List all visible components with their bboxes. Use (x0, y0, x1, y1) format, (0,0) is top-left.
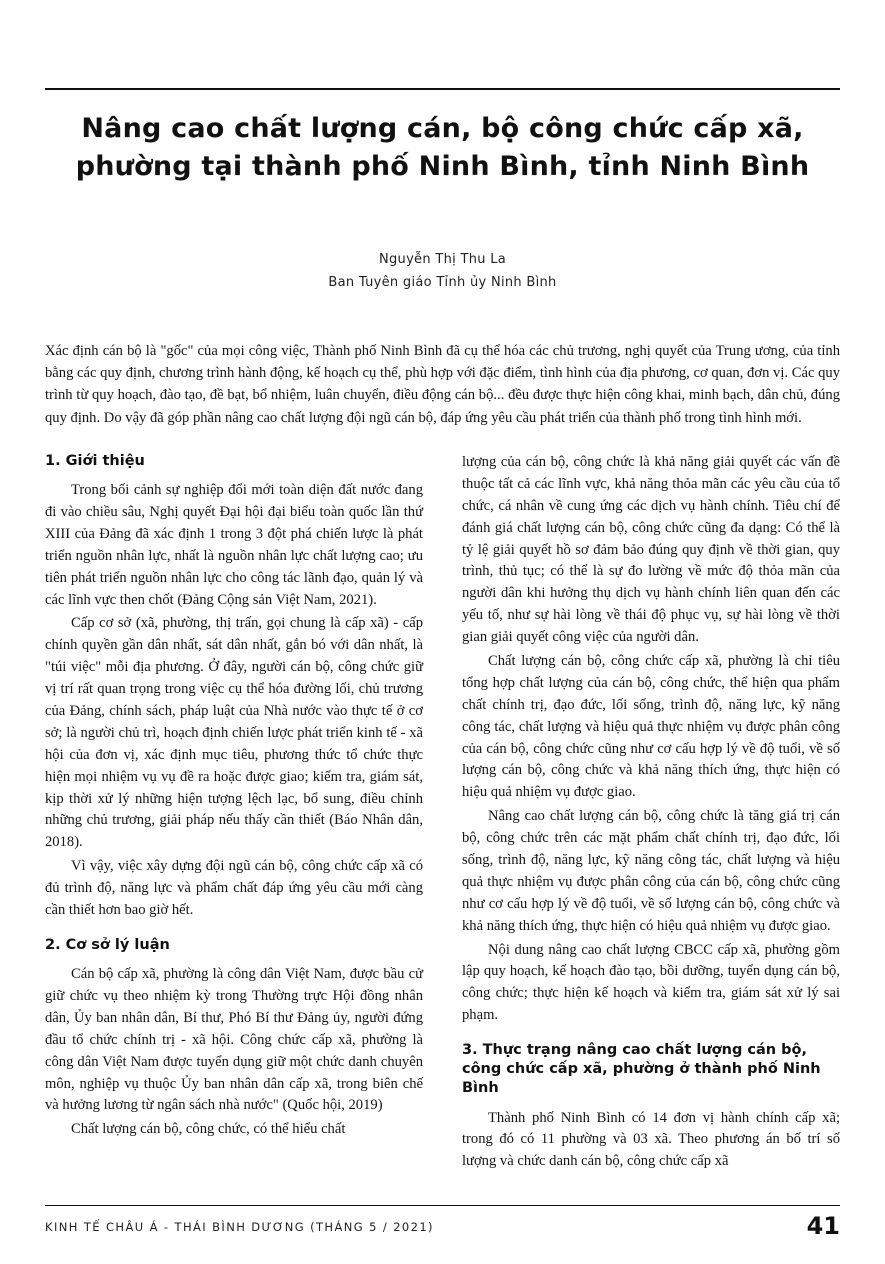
paragraph: lượng của cán bộ, công chức là khả năng giải quyết các vấn đề thuộc tất cả các lĩnh vực, khả năng thỏa mãn các yêu cầu của tổ chức, cá nhân về cung ứng các dịch vụ hành chính. Tiêu chí để đánh giá chất lượng cán bộ, công chức cũng đa dạng: Có thể là tỷ lệ giải quyết hồ sơ đảm bảo đúng quy định về thời gian, quy trình, thủ tục; có thể là sự đo lường về mức độ thỏa mãn của người dân khi hưởng thụ dịch vụ hành chính liên quan đến các yếu tố, như sự hài lòng về thái độ phục vụ, sự hài lòng về thời gian giải quyết công việc của người dân. (462, 454, 840, 646)
paragraph: Nâng cao chất lượng cán bộ, công chức là tăng giá trị cán bộ, công chức trên các mặt phẩm chất chính trị, đạo đức, lối sống, trình độ, năng lực, kỹ năng công tác, chất lượng và hiệu quả thực nhiệm vụ được phân công của cán bộ, công chức cũng như cơ cấu hợp lý về độ tuổi, về số lượng cán bộ, công chức và khả năng thích ứng, thực hiện có hiệu quả nhiệm vụ được giao. (462, 808, 840, 934)
paragraph: Vì vậy, việc xây dựng đội ngũ cán bộ, công chức cấp xã có đủ trình độ, năng lực và phẩm chất đáp ứng yêu cầu mới càng cần thiết hơn bao giờ hết. (45, 858, 423, 919)
title-line-1: Nâng cao chất lượng cán, bộ công chức cấp xã, (81, 113, 804, 144)
section-heading-3: 3. Thực trạng nâng cao chất lượng cán bộ, công chức cấp xã, phường ở thành phố Ninh Bình (462, 1042, 821, 1097)
page-title (60, 110, 825, 187)
author-affiliation: Ban Tuyên giáo Tỉnh ủy Ninh Bình (328, 275, 557, 290)
paragraph: Cán bộ cấp xã, phường là công dân Việt Nam, được bầu cử giữ chức vụ theo nhiệm kỳ trong Thường trực Hội đồng nhân dân, Ủy ban nhân dân, Bí thư, Phó Bí thư Đảng ủy, người đứng đầu tổ chức chính trị - xã hội. Công chức cấp xã, phường là công dân Việt Nam được tuyển dụng giữ một chức danh chuyên môn, nghiệp vụ thuộc Ủy ban nhân dân cấp xã, trong biên chế và hưởng lương từ ngân sách nhà nước" (Quốc hội, 2019) (45, 966, 423, 1114)
paragraph: Chất lượng cán bộ, công chức, có thể hiểu chất (71, 1121, 346, 1138)
author-block (60, 252, 825, 290)
header-divider (45, 88, 840, 90)
column-right (462, 452, 840, 1173)
author-name: Nguyễn Thị Thu La (378, 252, 507, 267)
journal-name: KINH TẾ CHÂU Á - THÁI BÌNH DƯƠNG (THÁNG 5 / 2021) (45, 1220, 434, 1234)
spacer (462, 1027, 840, 1041)
section-heading-2: 2. Cơ sở lý luận (45, 936, 170, 953)
column-left (45, 452, 423, 1141)
spacer (45, 922, 423, 936)
paragraph: Chất lượng cán bộ, công chức cấp xã, phường là chỉ tiêu tổng hợp chất lượng của cán bộ, công chức, thể hiện qua phẩm chất chính trị, đạo đức, lối sống, trình độ, năng lực, kỹ năng công tác, chất lượng và hiệu quả thực nhiệm vụ được phân công của cán bộ, công chức cũng như cơ cấu hợp lý về độ tuổi, về số lượng cán bộ, công chức và khả năng thích ứng, thực hiện có hiệu quả nhiệm vụ được giao. (462, 653, 840, 801)
body-columns (45, 452, 840, 1192)
paragraph: Cấp cơ sở (xã, phường, thị trấn, gọi chung là cấp xã) - cấp chính quyền gần dân nhất, sát dân nhất, gắn bó với dân nhất, là "túi việc" mỗi địa phương. Ở đây, người cán bộ, công chức giữ vị trí rất quan trọng trong việc cụ thể hóa đường lối, chủ trương của Đảng, chính sách, pháp luật của Nhà nước vào thực tế ở cơ sở; là người chủ trì, hoạch định chiến lược phát triển kinh tế - xã hội của đơn vị, xác định mục tiêu, phương thức tổ chức thực hiện mọi nhiệm vụ vụ đề ra hoặc được giao; kiểm tra, giám sát, kịp thời xử lý những hiện tượng lệch lạc, bổ sung, điều chỉnh những chủ trương, giải pháp nếu thấy cần thiết (Báo Nhân dân, 2018). (45, 615, 423, 851)
paragraph: Trong bối cảnh sự nghiệp đổi mới toàn diện đất nước đang đi vào chiều sâu, Nghị quyết Đại hội đại biểu toàn quốc lần thứ XIII của Đảng đã xác định 1 trong 3 đột phá chiến lược là phát triển nguồn nhân lực, nhất là nguồn nhân lực chất lượng cao; ưu tiên phát triển nguồn nhân lực cho công tác lãnh đạo, quản lý và các lĩnh vực then chốt (Đảng Cộng sản Việt Nam, 2021). (45, 482, 423, 608)
abstract-text: Xác định cán bộ là "gốc" của mọi công việc, Thành phố Ninh Bình đã cụ thể hóa các chủ trương, nghị quyết của Trung ương, của tỉnh bằng các quy định, chương trình hành động, kế hoạch cụ thể, phù hợp với đặc điểm, tình hình của địa phương, cơ quan, đơn vị. Các quy trình từ quy hoạch, đào tạo, đề bạt, bổ nhiệm, luân chuyển, điều động cán bộ... đều được thực hiện công khai, minh bạch, dân chủ, đúng quy định. Do vậy đã góp phần nâng cao chất lượng đội ngũ cán bộ, đáp ứng yêu cầu phát triển của thành phố trong tình hình mới. (45, 343, 840, 426)
paragraph: Nội dung nâng cao chất lượng CBCC cấp xã, phường gồm lập quy hoạch, kế hoạch đào tạo, bồi dưỡng, tuyển dụng cán bộ, công chức; thực hiện kế hoạch và kiểm tra, giám sát xử lý sai phạm. (462, 941, 840, 1024)
page-footer (45, 1214, 840, 1238)
footer-divider (45, 1205, 840, 1206)
page-number: 41 (806, 1212, 840, 1240)
paragraph: Thành phố Ninh Bình có 14 đơn vị hành chính cấp xã; trong đó có 11 phường và 03 xã. Theo phương án bố trí số lượng và chức danh cán bộ, công chức cấp xã (462, 1109, 840, 1170)
section-heading-1: 1. Giới thiệu (45, 453, 145, 469)
title-line-2: phường tại thành phố Ninh Bình, tỉnh Ninh Bình (75, 151, 810, 183)
